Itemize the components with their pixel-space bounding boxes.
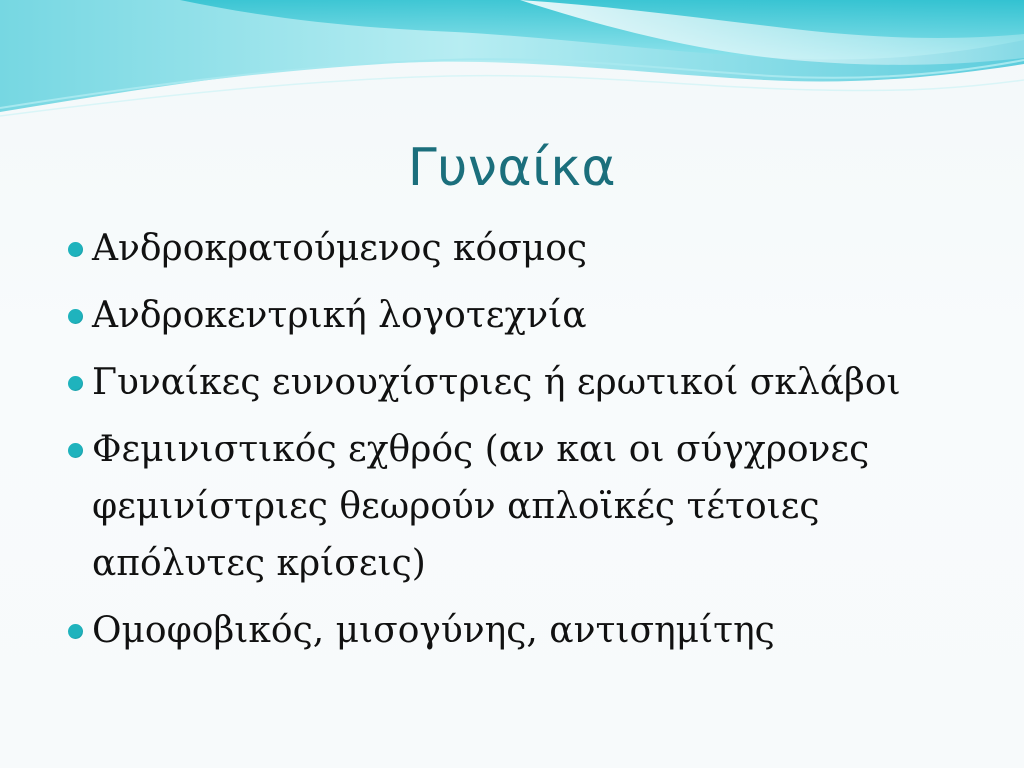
bullet-list (60, 220, 960, 669)
bullet-item (60, 354, 960, 411)
bullet-text: Ανδροκεντρική λογοτεχνία (92, 295, 587, 336)
bullet-dot-icon (68, 624, 83, 639)
decorative-wave-header (0, 0, 1024, 140)
bullet-text: Φεμινιστικός εχθρός (αν και οι σύγχρονες φεμινίστριες θεωρούν απλοϊκές τέτοιες απόλυτες κρίσεις) (92, 429, 870, 584)
bullet-item (60, 287, 960, 344)
bullet-dot-icon (68, 242, 83, 257)
bullet-item (60, 421, 960, 592)
bullet-text: Ομοφοβικός, μισογύνης, αντισημίτης (92, 610, 775, 651)
bullet-item (60, 220, 960, 277)
bullet-text: Γυναίκες ευνουχίστριες ή ερωτικοί σκλάβοι (92, 362, 901, 403)
bullet-dot-icon (68, 376, 83, 391)
slide-title: Γυναίκα (407, 138, 617, 198)
bullet-dot-icon (68, 443, 83, 458)
bullet-dot-icon (68, 309, 83, 324)
bullet-item (60, 602, 960, 659)
bullet-text: Ανδροκρατούμενος κόσμος (92, 228, 588, 269)
